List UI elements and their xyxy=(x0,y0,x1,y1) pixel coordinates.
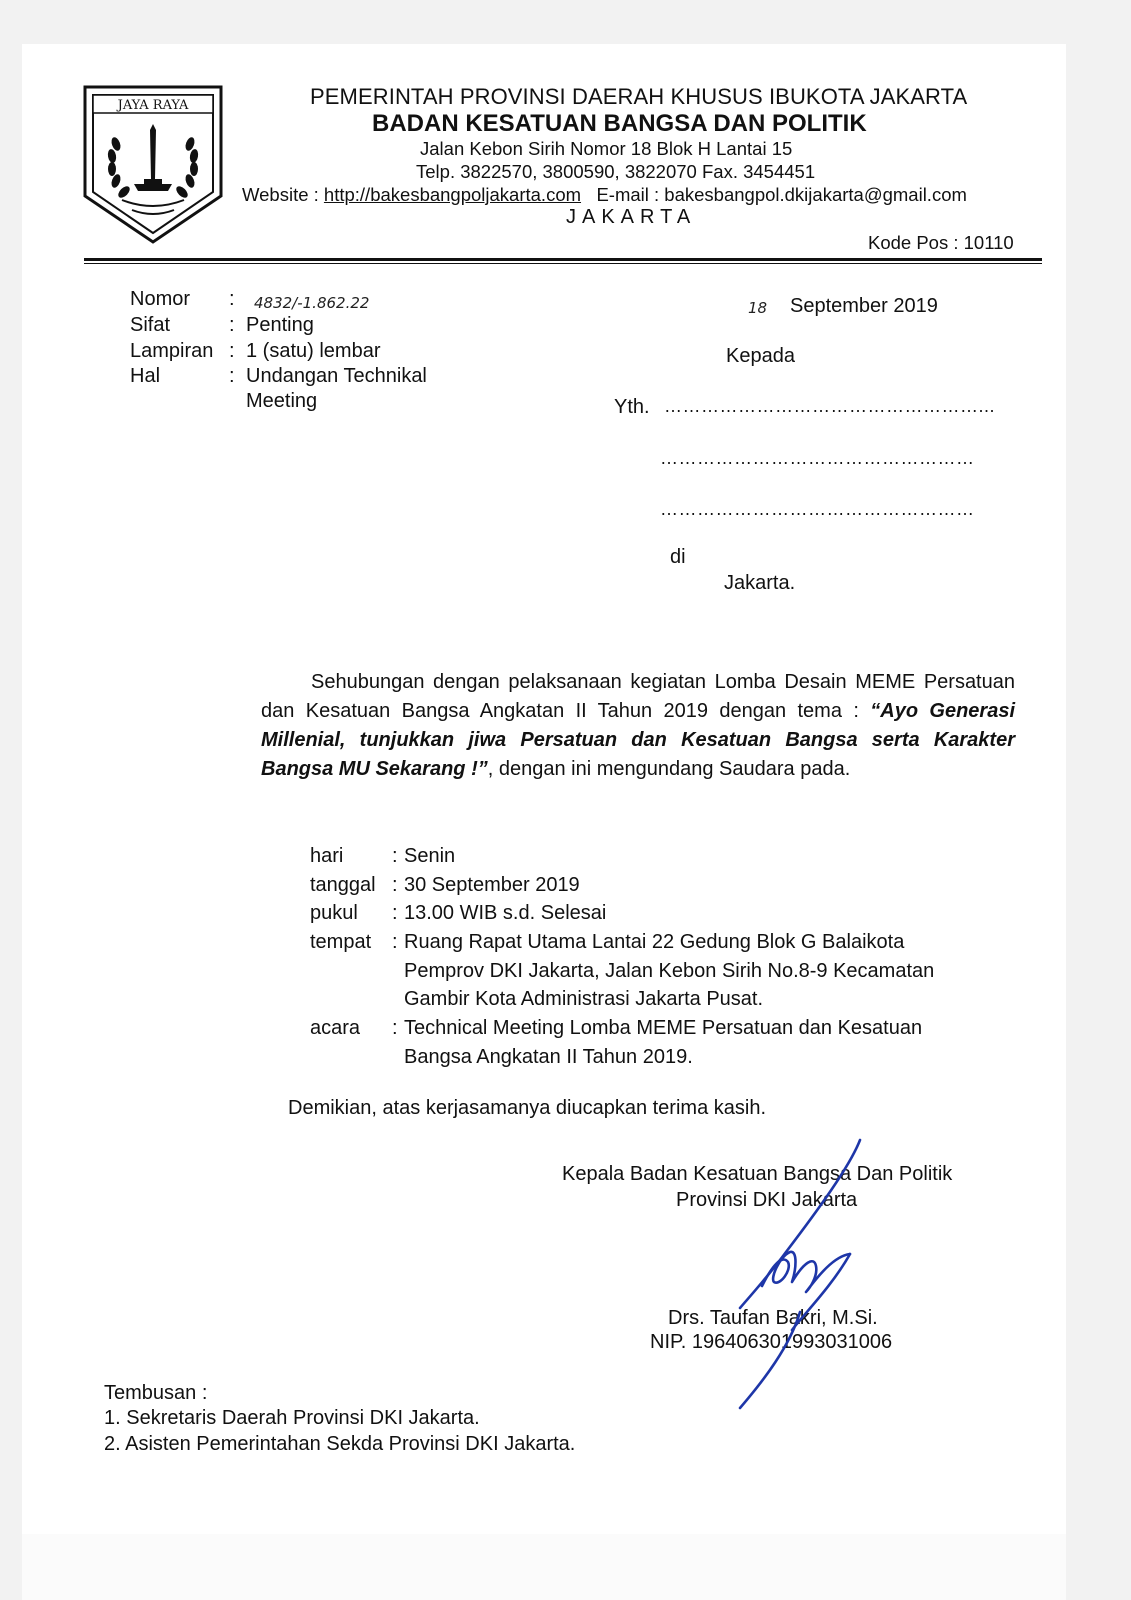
sifat-label: Sifat xyxy=(130,314,171,336)
recipient-dots-1: ……………………………………………... xyxy=(664,396,996,416)
tanggal-label: tanggal xyxy=(310,874,376,896)
acara-line-2: Bangsa Angkatan II Tahun 2019. xyxy=(404,1046,693,1068)
acara-label: acara xyxy=(310,1017,361,1039)
body-theme: “Ayo Generasi Millenial, tunjukkan jiwa Persatuan dan Kesatuan Bangsa serta Karakter Bangsa MU Sekarang !” xyxy=(261,700,1016,780)
hari-colon: : xyxy=(392,845,398,867)
hal-colon: : xyxy=(229,365,235,387)
tanggal-value: 30 September 2019 xyxy=(404,874,580,896)
signatory-nip: NIP. 196406301993031006 xyxy=(650,1331,893,1353)
letter-page xyxy=(22,44,1066,1534)
pukul-label: pukul xyxy=(310,902,358,924)
nomor-value: 4832/-1.862.22 xyxy=(254,294,370,312)
agency-name: BADAN KESATUAN BANGSA DAN POLITIK xyxy=(372,110,867,137)
nomor-colon: : xyxy=(229,288,235,310)
government-name: PEMERINTAH PROVINSI DAERAH KHUSUS IBUKOTA JAKARTA xyxy=(310,84,968,109)
tempat-line-3: Gambir Kota Administrasi Jakarta Pusat. xyxy=(404,988,764,1010)
body-closing-clause: , dengan ini mengundang Saudara pada. xyxy=(487,758,851,780)
postal-code: Kode Pos : 10110 xyxy=(868,232,1014,253)
city-name: JAKARTA xyxy=(566,206,697,228)
signature-icon xyxy=(700,1136,890,1416)
agency-contact xyxy=(242,184,967,206)
date-day: 18 xyxy=(748,299,768,317)
letterhead-rule-thin xyxy=(84,263,1042,264)
date-month-year: September 2019 xyxy=(790,295,938,317)
email-text: E-mail : bakesbangpol.dkijakarta@gmail.com xyxy=(596,184,967,205)
closing-sentence: Demikian, atas kerjasamanya diucapkan terima kasih. xyxy=(288,1097,766,1119)
signatory-title-1: Kepala Badan Kesatuan Bangsa Dan Politik xyxy=(562,1163,953,1185)
agency-phone: Telp. 3822570, 3800590, 3822070 Fax. 3454451 xyxy=(416,161,816,182)
tempat-line-2: Pemprov DKI Jakarta, Jalan Kebon Sirih No.8-9 Kecamatan xyxy=(404,960,935,982)
acara-line-1: Technical Meeting Lomba MEME Persatuan dan Kesatuan xyxy=(404,1017,923,1039)
website-label: Website : xyxy=(242,184,319,205)
cc-item: 2. Asisten Pemerintahan Sekda Provinsi DKI Jakarta. xyxy=(104,1433,576,1455)
hal-value-line2: Meeting xyxy=(246,390,318,412)
hal-label: Hal xyxy=(130,365,161,387)
acara-colon: : xyxy=(392,1017,398,1039)
recipient-dots-3: …………………………………………… xyxy=(660,499,975,519)
signatory-title-2: Provinsi DKI Jakarta xyxy=(676,1189,858,1211)
hari-value: Senin xyxy=(404,845,456,867)
lampiran-value: 1 (satu) lembar xyxy=(246,340,381,362)
lampiran-colon: : xyxy=(229,340,235,362)
tempat-colon: : xyxy=(392,931,398,953)
signatory-name: Drs. Taufan Bakri, M.Si. xyxy=(668,1307,878,1329)
emblem-motto: JAYA RAYA xyxy=(117,98,189,113)
sifat-colon: : xyxy=(229,314,235,336)
letterhead-rule xyxy=(84,258,1042,261)
recipient-dots-2: …………………………………………… xyxy=(660,448,975,468)
tempat-label: tempat xyxy=(310,931,372,953)
tempat-line-1: Ruang Rapat Utama Lantai 22 Gedung Blok G Balaikota xyxy=(404,931,905,953)
cc-item: 1. Sekretaris Daerah Provinsi DKI Jakarta. xyxy=(104,1407,480,1429)
pukul-colon: : xyxy=(392,902,398,924)
lampiran-label: Lampiran xyxy=(130,340,214,362)
tanggal-colon: : xyxy=(392,874,398,896)
body-paragraph xyxy=(261,668,1015,784)
body-intro: Sehubungan dengan pelaksanaan kegiatan Lomba Desain MEME Persatuan dan Kesatuan Bangsa Angkatan II Tahun 2019 dengan tema : xyxy=(261,671,1015,722)
recipient-location: Jakarta. xyxy=(724,572,796,594)
hari-label: hari xyxy=(310,845,344,867)
jakarta-emblem-icon xyxy=(82,84,224,246)
website-link[interactable]: http://bakesbangpoljakarta.com xyxy=(323,184,582,205)
sifat-value: Penting xyxy=(246,314,314,336)
agency-address: Jalan Kebon Sirih Nomor 18 Blok H Lantai 15 xyxy=(420,138,793,159)
pukul-value: 13.00 WIB s.d. Selesai xyxy=(404,902,607,924)
di-label: di xyxy=(670,546,686,568)
hal-value-line1: Undangan Technikal xyxy=(246,365,427,387)
kepada-label: Kepada xyxy=(726,345,795,367)
yth-label: Yth. xyxy=(614,396,650,418)
nomor-label: Nomor xyxy=(130,288,191,310)
cc-heading: Tembusan : xyxy=(104,1382,208,1404)
page-bottom-margin xyxy=(22,1534,1066,1600)
